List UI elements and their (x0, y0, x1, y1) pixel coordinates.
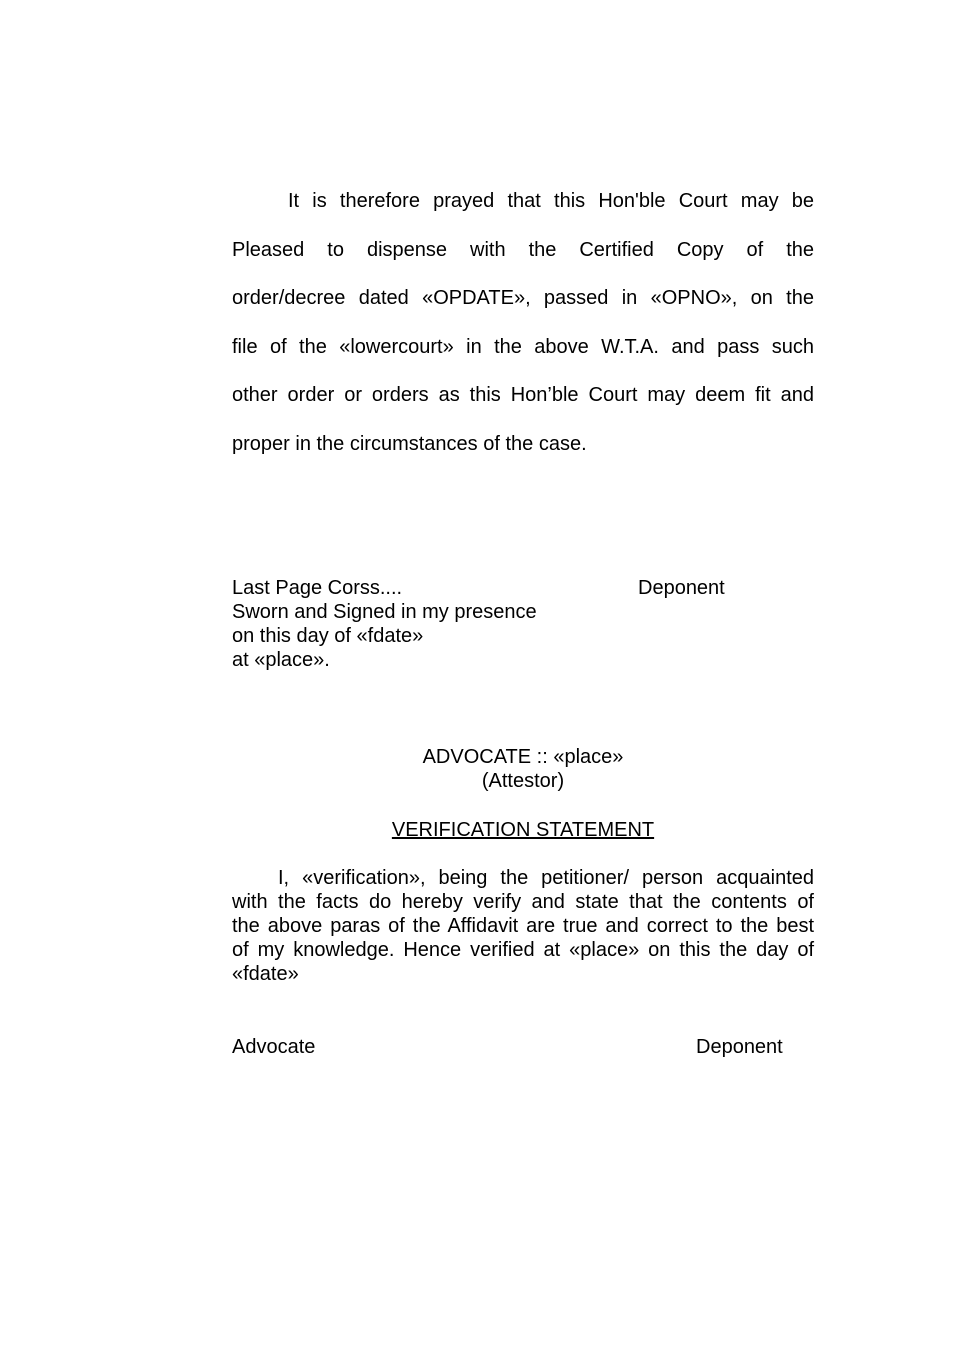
advocate-attestor-line: ADVOCATE :: «place» (422, 746, 624, 768)
sworn-signed-line: Sworn and Signed in my presence (232, 601, 537, 623)
advocate-signature-label: Advocate (232, 1036, 316, 1058)
prayer-line: order/decree dated «OPDATE», passed in «OPNO», on the (232, 287, 814, 309)
verification-line: of my knowledge. Hence verified at «place» on this the day of (232, 939, 814, 961)
prayer-line: file of the «lowercourt» in the above W.T.A. and pass such (232, 336, 814, 358)
sworn-place-line: at «place». (232, 649, 330, 671)
prayer-line: other order or orders as this Hon’ble Court may deem fit and (232, 384, 814, 406)
last-page-note: Last Page Corss.... (232, 577, 403, 599)
verification-line: I, «verification», being the petitioner/ person acquainted (278, 867, 814, 889)
prayer-line: Pleased to dispense with the Certified Copy of the (232, 239, 814, 261)
prayer-line: proper in the circumstances of the case. (232, 433, 587, 455)
prayer-line: It is therefore prayed that this Hon'ble Court may be (288, 190, 814, 212)
verification-heading: VERIFICATION STATEMENT (391, 819, 655, 841)
verification-line: the above paras of the Affidavit are true and correct to the best (232, 915, 814, 937)
deponent-signature-label: Deponent (638, 577, 725, 599)
verification-line: «fdate» (232, 963, 299, 985)
sworn-date-line: on this day of «fdate» (232, 625, 424, 647)
attestor-role: (Attestor) (481, 770, 565, 792)
verification-line: with the facts do hereby verify and state that the contents of (232, 891, 814, 913)
deponent-signature-label-footer: Deponent (696, 1036, 783, 1058)
